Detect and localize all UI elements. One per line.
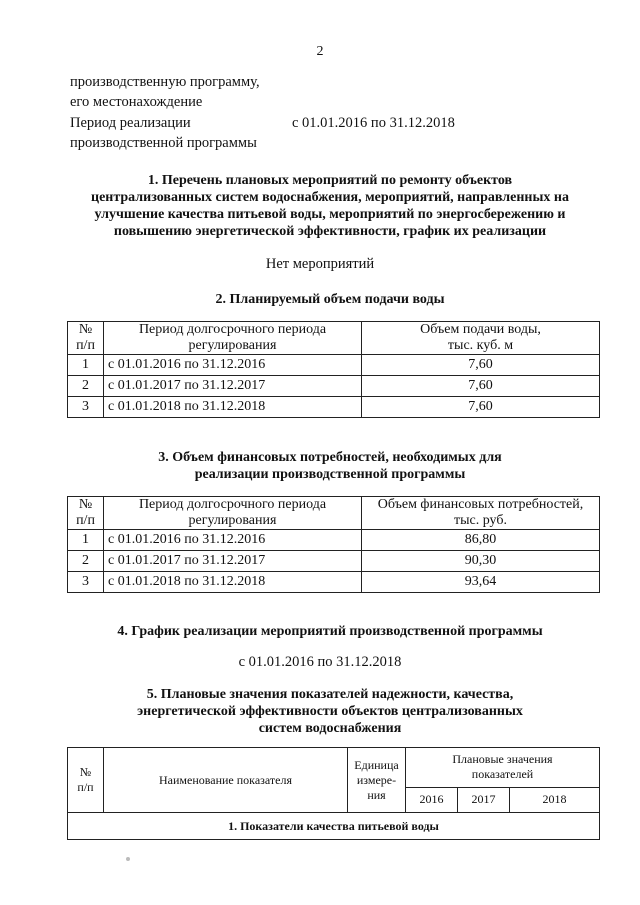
section3-title xyxy=(60,449,600,483)
header-text: тыс. руб. xyxy=(454,513,507,528)
section1-title-line: 1. Перечень плановых мероприятий по ремонту объектов xyxy=(147,173,513,188)
header-period xyxy=(104,322,362,355)
header-text: измере- xyxy=(356,772,397,787)
header-text: Период долгосрочного периода xyxy=(138,497,327,512)
cell-num: 2 xyxy=(68,551,104,572)
cell-num: 1 xyxy=(68,530,104,551)
section1-title-line: повышению энергетической эффективности, график их реализации xyxy=(113,224,547,239)
table-row xyxy=(68,355,600,376)
table-row xyxy=(68,572,600,593)
header-text: регулирования xyxy=(188,338,277,353)
table-row xyxy=(68,813,600,840)
cell-num: 3 xyxy=(68,397,104,418)
cell-period: с 01.01.2017 по 31.12.2017 xyxy=(104,551,362,572)
header-text: тыс. куб. м xyxy=(447,338,514,353)
scan-speck xyxy=(126,857,130,861)
section5-title-line: систем водоснабжения xyxy=(258,721,402,736)
section4-title: 4. График реализации мероприятий производственной программы xyxy=(117,624,543,639)
header-num xyxy=(68,497,104,530)
cell-period: с 01.01.2016 по 31.12.2016 xyxy=(104,530,362,551)
cell-num: 2 xyxy=(68,376,104,397)
header-text: ния xyxy=(367,787,386,802)
indicators-table xyxy=(67,747,600,840)
header-text: № xyxy=(78,322,93,337)
period-value: с 01.01.2016 по 31.12.2018 xyxy=(292,115,455,131)
header-text: № xyxy=(78,497,93,512)
header-unit xyxy=(348,748,406,813)
table-header-row xyxy=(68,497,600,530)
cell-value: 86,80 xyxy=(362,530,600,551)
section1-note: Нет мероприятий xyxy=(265,256,375,272)
intro-line-1: производственную программу, xyxy=(70,74,260,90)
header-text: п/п xyxy=(76,338,95,353)
cell-period: с 01.01.2018 по 31.12.2018 xyxy=(104,397,362,418)
subsection-heading: 1. Показатели качества питьевой воды xyxy=(68,813,600,840)
section4-period: с 01.01.2016 по 31.12.2018 xyxy=(238,654,402,670)
header-value xyxy=(362,322,600,355)
cell-value: 90,30 xyxy=(362,551,600,572)
header-num xyxy=(68,748,104,813)
section1-title-line: централизованных систем водоснабжения, мероприятий, направленных на xyxy=(91,190,569,205)
section3-title-line: реализации производственной программы xyxy=(194,467,466,482)
cell-value: 93,64 xyxy=(362,572,600,593)
header-planned-values xyxy=(406,748,600,788)
header-text: Период долгосрочного периода xyxy=(138,322,327,337)
period-label-2: производственной программы xyxy=(70,135,257,151)
cell-num: 1 xyxy=(68,355,104,376)
table-header-row xyxy=(68,748,600,788)
cell-value: 7,60 xyxy=(362,376,600,397)
header-year: 2018 xyxy=(510,787,600,812)
section2-title: 2. Планируемый объем подачи воды xyxy=(215,292,445,307)
cell-period: с 01.01.2016 по 31.12.2016 xyxy=(104,355,362,376)
header-text: Объем подачи воды, xyxy=(420,322,541,337)
section5-title-line: энергетической эффективности объектов централизованных xyxy=(137,704,523,719)
period-label-1: Период реализации xyxy=(70,115,191,131)
header-period xyxy=(104,497,362,530)
water-volume-table xyxy=(67,321,600,418)
section5-title xyxy=(60,686,600,737)
header-text: показателей xyxy=(471,767,534,782)
financial-needs-table xyxy=(67,496,600,593)
table-row xyxy=(68,530,600,551)
header-year: 2016 xyxy=(406,787,458,812)
header-value xyxy=(362,497,600,530)
header-indicator-name: Наименование показателя xyxy=(104,748,348,813)
table-row xyxy=(68,551,600,572)
section1-title-line: улучшение качества питьевой воды, мероприятий по энергосбережению и xyxy=(94,207,566,222)
header-text: Единица xyxy=(354,757,399,772)
section1-title xyxy=(60,172,600,240)
cell-value: 7,60 xyxy=(362,355,600,376)
table-row xyxy=(68,376,600,397)
header-text: регулирования xyxy=(188,513,277,528)
header-text: п/п xyxy=(76,513,95,528)
cell-period: с 01.01.2017 по 31.12.2017 xyxy=(104,376,362,397)
page-number: 2 xyxy=(316,44,324,59)
intro-line-2: его местонахождение xyxy=(70,94,203,110)
header-num xyxy=(68,322,104,355)
header-text: Плановые значения xyxy=(452,752,553,767)
cell-num: 3 xyxy=(68,572,104,593)
header-year: 2017 xyxy=(458,787,510,812)
cell-period: с 01.01.2018 по 31.12.2018 xyxy=(104,572,362,593)
cell-value: 7,60 xyxy=(362,397,600,418)
table-row xyxy=(68,397,600,418)
section3-title-line: 3. Объем финансовых потребностей, необходимых для xyxy=(158,450,502,465)
header-text: № xyxy=(79,765,92,779)
table-header-row xyxy=(68,322,600,355)
header-text: п/п xyxy=(77,780,94,794)
section5-title-line: 5. Плановые значения показателей надежности, качества, xyxy=(146,687,514,702)
header-text: Объем финансовых потребностей, xyxy=(377,497,584,512)
